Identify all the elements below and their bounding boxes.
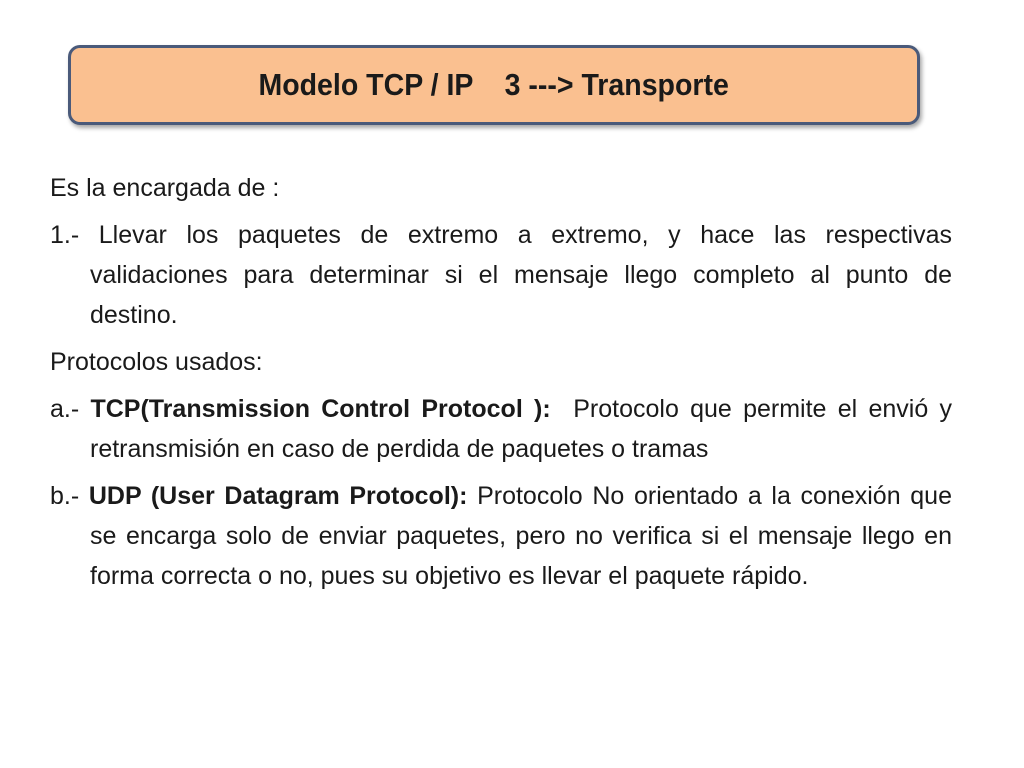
item1-text: Llevar los paquetes de extremo a extremo, y hace las respectivas validaciones para determinar si el mensaje llego completo al punto de destino. — [79, 221, 952, 329]
slide-body — [50, 168, 952, 603]
intro-label: Es la encargada de : — [50, 174, 280, 202]
protocol-a-description: Protocolo que permite el envió y retransmisión en caso de perdida de paquetes o tramas — [90, 395, 952, 463]
title-box — [68, 45, 920, 125]
protocol-b-name: UDP (User Datagram Protocol): — [88, 482, 468, 510]
protocol-a-marker: a.- — [50, 395, 80, 423]
protocol-a-item — [50, 389, 952, 469]
list-item-1 — [50, 215, 952, 335]
protocols-heading-label: Protocolos usados: — [50, 348, 263, 376]
protocol-a-name: TCP(Transmission Control Protocol ): — [90, 395, 551, 423]
item1-marker: 1.- — [50, 221, 80, 249]
protocols-heading — [50, 342, 952, 382]
protocol-b-marker: b.- — [50, 482, 80, 510]
protocol-b-item — [50, 476, 952, 596]
protocol-b-description: Protocolo No orientado a la conexión que se encarga solo de enviar paquetes, pero no verifica si el mensaje llego en forma correcta o no, pues su objetivo es llevar el paquete rápido. — [90, 482, 952, 590]
intro-text — [50, 168, 952, 208]
slide-title: Modelo TCP / IP 3 ---> Transporte — [258, 67, 730, 102]
